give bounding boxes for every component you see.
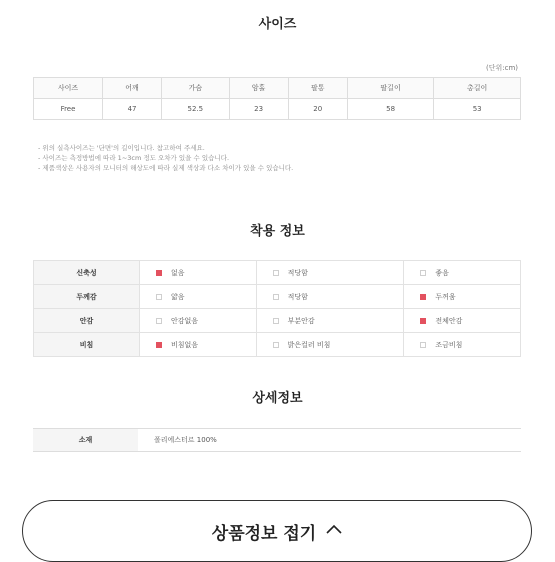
checked-box-icon xyxy=(420,294,426,300)
unchecked-box-icon xyxy=(273,294,279,300)
fit-option-label: 안감없음 xyxy=(171,316,199,325)
fit-option xyxy=(404,316,520,326)
size-cell: 53 xyxy=(434,99,521,120)
fit-option xyxy=(140,316,256,326)
fit-option-cell xyxy=(256,309,404,333)
fit-option xyxy=(257,268,404,278)
fit-title: 착용 정보 xyxy=(250,224,305,239)
fit-row xyxy=(34,285,521,309)
chevron-up-icon xyxy=(326,524,342,534)
checked-box-icon xyxy=(156,270,162,276)
fit-option xyxy=(140,292,256,302)
size-cell: 52.5 xyxy=(162,99,229,120)
fit-option-label: 밝은컬러 비침 xyxy=(287,340,331,349)
fit-option-cell xyxy=(140,333,257,357)
fit-row-label: 신축성 xyxy=(34,261,140,285)
fit-option xyxy=(257,292,404,302)
checked-box-icon xyxy=(420,318,426,324)
fit-option xyxy=(404,340,520,350)
fit-row xyxy=(34,333,521,357)
size-note: - 위의 실측사이즈는 '단면'의 길이입니다. 참고하여 주세요. xyxy=(38,144,205,152)
fit-option-label: 얇음 xyxy=(171,292,185,301)
fit-option xyxy=(257,316,404,326)
checked-box-icon xyxy=(156,342,162,348)
fit-row xyxy=(34,261,521,285)
material-value: 폴리에스터르 100% xyxy=(154,436,217,444)
fit-option-label: 두꺼움 xyxy=(435,292,456,301)
fit-option xyxy=(257,340,404,350)
size-header-cell: 총길이 xyxy=(434,78,521,99)
fit-option-label: 적당함 xyxy=(287,268,308,277)
fit-option-cell xyxy=(140,285,257,309)
fit-row-label: 비침 xyxy=(34,333,140,357)
fit-option-label: 없음 xyxy=(171,268,185,277)
size-title: 사이즈 xyxy=(258,17,297,32)
unchecked-box-icon xyxy=(273,318,279,324)
fit-table xyxy=(33,260,521,357)
size-header-cell: 사이즈 xyxy=(34,78,103,99)
fit-option-label: 비침없음 xyxy=(171,340,199,349)
fit-option-label: 부분안감 xyxy=(287,316,315,325)
size-cell: 58 xyxy=(347,99,434,120)
fit-option-cell xyxy=(256,333,404,357)
material-label: 소재 xyxy=(33,429,138,451)
size-table-header-row xyxy=(34,78,521,99)
size-header-cell: 어깨 xyxy=(103,78,162,99)
unit-label: (단위:cm) xyxy=(485,64,518,72)
unchecked-box-icon xyxy=(156,318,162,324)
unchecked-box-icon xyxy=(273,270,279,276)
fit-option xyxy=(404,292,520,302)
size-notes xyxy=(38,143,293,173)
unchecked-box-icon xyxy=(156,294,162,300)
fit-option xyxy=(140,340,256,350)
fit-option-cell xyxy=(256,285,404,309)
fit-row-label: 두께감 xyxy=(34,285,140,309)
fit-option-cell xyxy=(256,261,404,285)
fit-option-label: 전체안감 xyxy=(435,316,463,325)
fit-option-label: 조금비침 xyxy=(435,340,463,349)
fit-option xyxy=(140,268,256,278)
fit-option-cell xyxy=(404,309,521,333)
fit-option-cell xyxy=(404,285,521,309)
size-cell: Free xyxy=(34,99,103,120)
fit-option-cell xyxy=(140,261,257,285)
collapse-product-info-button[interactable] xyxy=(22,500,532,562)
fit-option-label: 좋음 xyxy=(435,268,449,277)
fit-row-label: 안감 xyxy=(34,309,140,333)
fit-option-label: 적당함 xyxy=(287,292,308,301)
size-cell: 47 xyxy=(103,99,162,120)
size-note: - 제품색상은 사용자의 모니터의 해상도에 따라 실제 색상과 다소 차이가 있을 수 있습니다. xyxy=(38,164,294,172)
size-header-cell: 가슴 xyxy=(162,78,229,99)
unchecked-box-icon xyxy=(273,342,279,348)
fit-option-cell xyxy=(140,309,257,333)
unchecked-box-icon xyxy=(420,342,426,348)
size-cell: 20 xyxy=(288,99,347,120)
collapse-button-label: 상품정보 접기 xyxy=(211,524,317,544)
size-header-cell: 팔길이 xyxy=(347,78,434,99)
fit-option-cell xyxy=(404,261,521,285)
fit-row xyxy=(34,309,521,333)
detail-title: 상세정보 xyxy=(252,391,303,406)
size-cell: 23 xyxy=(229,99,288,120)
size-note: - 사이즈는 측정방법에 따라 1~3cm 정도 오차가 있을 수 있습니다. xyxy=(38,154,230,162)
fit-option xyxy=(404,268,520,278)
size-table xyxy=(33,77,521,120)
unchecked-box-icon xyxy=(420,270,426,276)
size-table-row xyxy=(34,99,521,120)
size-header-cell: 팔통 xyxy=(288,78,347,99)
fit-option-cell xyxy=(404,333,521,357)
size-header-cell: 암홀 xyxy=(229,78,288,99)
material-row xyxy=(33,428,521,452)
